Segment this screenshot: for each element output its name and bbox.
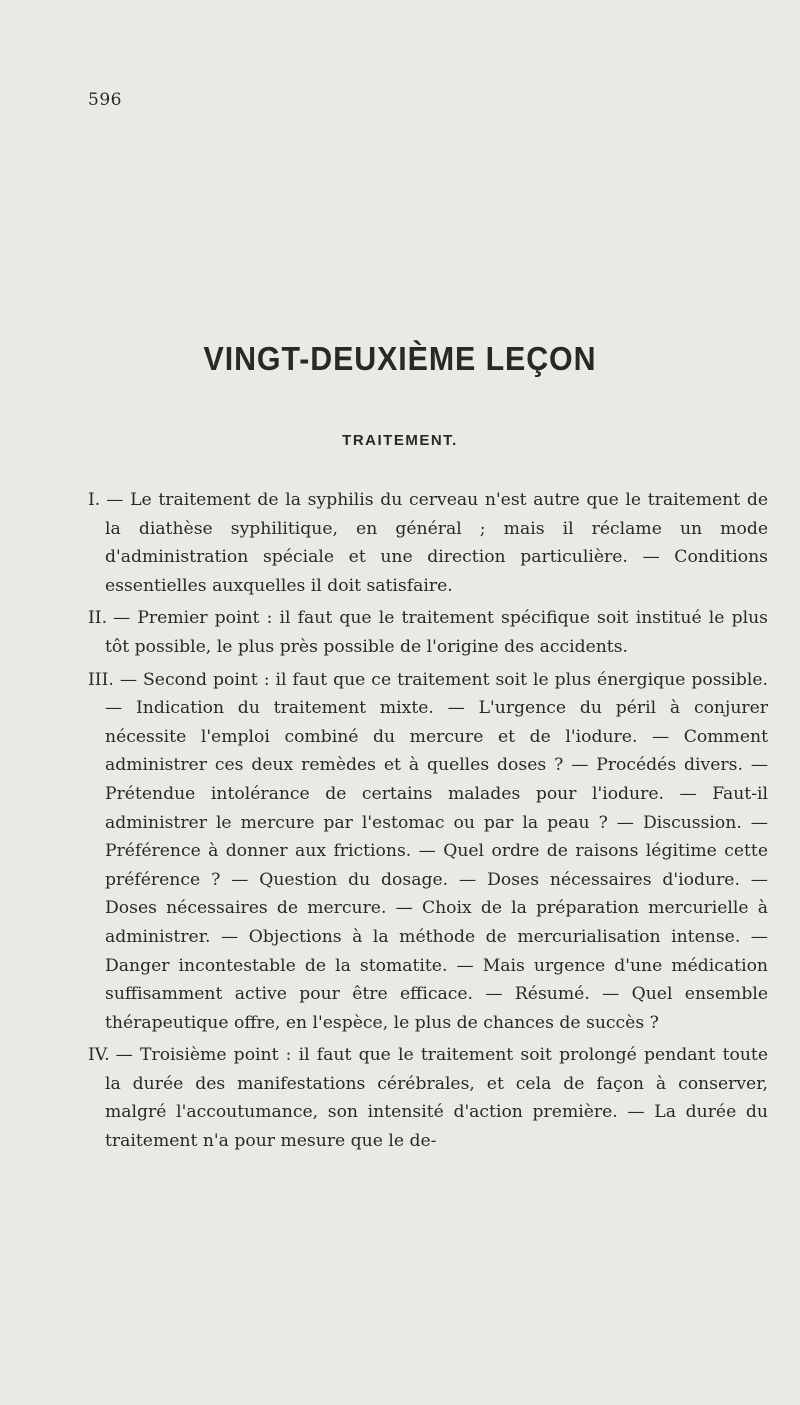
paragraph-1 (88, 486, 768, 600)
lesson-title: VINGT-DEUXIÈME LEÇON (203, 340, 597, 377)
paragraph-numeral: IV. (88, 1045, 110, 1066)
summary-text (88, 486, 768, 1160)
paragraph-text: — Troisième point : il faut que le traitement soit prolongé pendant toute la durée des manifestations cérébrales, et cela de façon à conserver, malgré l'accoutumance, son intensité d'action première. — La durée du traitement n'a pour mesure que le de- (105, 1045, 768, 1152)
paragraph-2 (88, 604, 768, 661)
paragraph-3 (88, 666, 768, 1038)
paragraph-text: — Second point : il faut que ce traitement soit le plus énergique possible. — Indication du traitement mixte. — L'urgence du péril à conjurer nécessite l'emploi combiné du mercure et de l'iodure. — Comment administrer ces deux remèdes et à quelles doses ? — Procédés divers. — Prétendue intolérance de certains malades pour l'iodure. — Faut-il administrer le mercure par l'estomac ou par la peau ? — Discussion. — Préférence à donner aux frictions. — Quel ordre de raisons légitime cette préférence ? — Question du dosage. — Doses nécessaires d'iodure. — Doses nécessaires de mercure. — Choix de la préparation mercurielle à administrer. — Objections à la méthode de mercurialisation intense. — Danger incontestable de la stomatite. — Mais urgence d'une médication suffisamment active pour être efficace. — Résumé. — Quel ensemble thérapeutique offre, en l'espèce, le plus de chances de succès ? (105, 669, 768, 1033)
paragraph-numeral: III. (88, 669, 114, 690)
paragraph-numeral: II. (88, 608, 108, 629)
paragraph-4 (88, 1041, 768, 1155)
paragraph-numeral: I. (88, 490, 101, 510)
page-number: 596 (88, 90, 122, 110)
paragraph-text: — Premier point : il faut que le traitement spécifique soit institué le plus tôt possible, le plus près possible de l'origine des accidents. (105, 608, 768, 657)
section-title: TRAITEMENT. (342, 432, 458, 449)
paragraph-text: — Le traitement de la syphilis du cerveau n'est autre que le traitement de la diathèse syphilitique, en général ; mais il réclame un mode d'administration spéciale et une direction particulière. — Conditions essentielles auxquelles il doit satisfaire. (105, 490, 768, 596)
